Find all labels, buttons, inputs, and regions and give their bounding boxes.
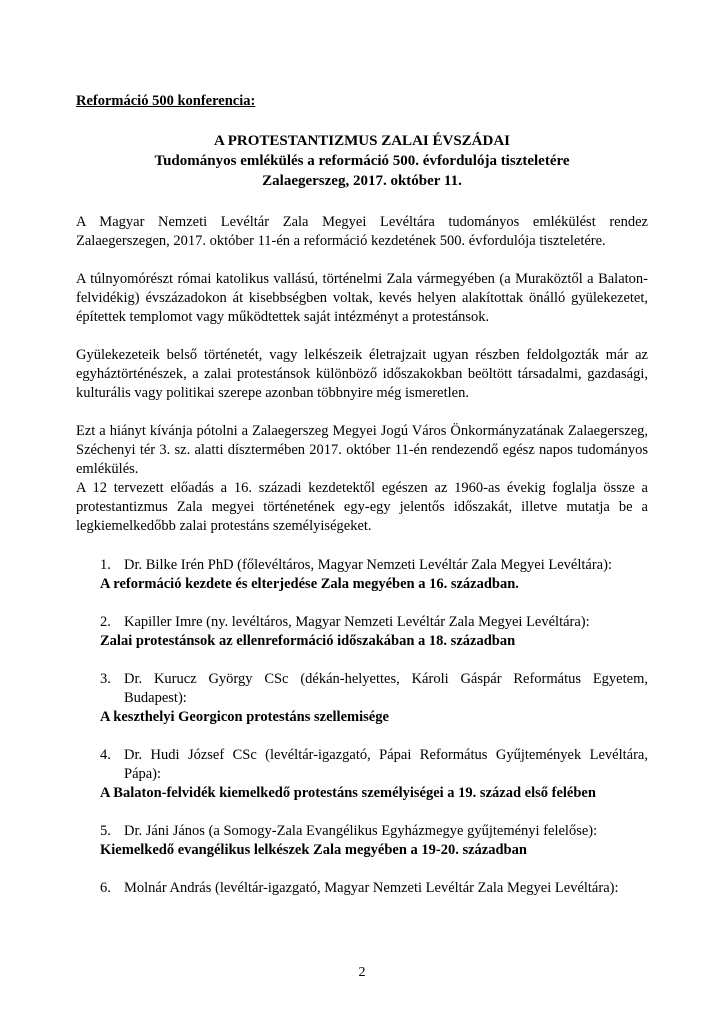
talk-number: 6. — [100, 880, 111, 896]
talk-title: A reformáció kezdete és elterjedése Zala megyében a 16. században. — [100, 576, 519, 592]
talk-number: 1. — [100, 557, 111, 573]
talk-title: Kiemelkedő evangélikus lelkészek Zala megyében a 19-20. században — [100, 842, 527, 858]
talk-number: 4. — [100, 747, 111, 763]
list-item — [76, 822, 648, 860]
speaker-line — [76, 822, 648, 841]
paragraph-1: A Magyar Nemzeti Levéltár Zala Megyei Levéltára tudományos emlékülést rendez Zalaegerszegen, 2017. október 11-én a reformáció kezdetének 500. évfordulója tiszteletére. — [76, 214, 648, 249]
talk-speaker: Molnár András (levéltár-igazgató, Magyar Nemzeti Levéltár Zala Megyei Levéltára): — [124, 880, 619, 896]
speaker-line — [76, 746, 648, 784]
talk-title: A keszthelyi Georgicon protestáns szellemisége — [100, 709, 389, 725]
document-page — [76, 92, 648, 917]
list-item — [76, 746, 648, 803]
speaker-line — [76, 613, 648, 632]
page-number: 2 — [358, 965, 366, 980]
talk-list — [76, 556, 648, 898]
talk-speaker: Dr. Hudi József CSc (levéltár-igazgató, Pápai Református Gyűjtemények Levéltára, Pápa): — [124, 747, 648, 782]
paragraph-5: A 12 tervezett előadás a 16. századi kezdetektől egészen az 1960-as évekig foglalja össze a protestantizmus Zala megyei történetének egy-egy jelentős időszakát, illetve mutatja be a legkiemelkedőbb zalai protestáns személyiségeket. — [76, 480, 648, 534]
talk-number: 3. — [100, 671, 111, 687]
paragraph-4: Ezt a hiányt kívánja pótolni a Zalaegerszeg Megyei Jogú Város Önkormányzatának Zalaegerszeg, Széchenyi tér 3. sz. alatti dísztermében 2017. október 11-én rendezendő egész napos tudományos emlékülés. — [76, 423, 648, 477]
talk-title: A Balaton-felvidék kiemelkedő protestáns személyiségei a 19. század első felében — [100, 785, 596, 801]
title-line-2: Tudományos emlékülés a reformáció 500. évfordulója tiszteletére — [154, 153, 570, 169]
talk-speaker: Kapiller Imre (ny. levéltáros, Magyar Nemzeti Levéltár Zala Megyei Levéltára): — [124, 614, 590, 630]
list-item — [76, 879, 648, 898]
conference-heading: Reformáció 500 konferencia: — [76, 93, 256, 109]
talk-number: 5. — [100, 823, 111, 839]
title-line-3: Zalaegerszeg, 2017. október 11. — [262, 173, 462, 189]
talk-title: Zalai protestánsok az ellenreformáció időszakában a 18. században — [100, 633, 516, 649]
speaker-line — [76, 670, 648, 708]
talk-speaker: Dr. Bilke Irén PhD (főlevéltáros, Magyar Nemzeti Levéltár Zala Megyei Levéltára): — [124, 557, 612, 573]
title-line-1: A PROTESTANTIZMUS ZALAI ÉVSZÁDAI — [213, 133, 511, 149]
list-item — [76, 556, 648, 594]
list-item — [76, 670, 648, 727]
list-item — [76, 613, 648, 651]
talk-speaker: Dr. Jáni János (a Somogy-Zala Evangélikus Egyházmegye gyűjteményi felelőse): — [124, 823, 598, 839]
paragraph-2: A túlnyomórészt római katolikus vallású, történelmi Zala vármegyében (a Muraköztől a Balaton-felvidékig) évszázadokon át kisebbségben voltak, kevés helyen alakítottak önálló gyülekezetet, építettek templomot vagy működtettek saját intézményt a protestánsok. — [76, 271, 648, 325]
title-block — [76, 131, 648, 191]
speaker-line — [76, 556, 648, 575]
paragraph-3: Gyülekezeteik belső történetét, vagy lelkészeik életrajzait ugyan részben feldolgozták már az egyháztörténészek, a zalai protestánsok különböző időszakokban beöltött társadalmi, gazdasági, kulturális vagy politikai szerepe azonban többnyire még ismeretlen. — [76, 347, 648, 401]
talk-speaker: Dr. Kurucz György CSc (dékán-helyettes, Károli Gáspár Református Egyetem, Budapest): — [124, 671, 648, 706]
talk-number: 2. — [100, 614, 111, 630]
speaker-line — [76, 879, 648, 898]
